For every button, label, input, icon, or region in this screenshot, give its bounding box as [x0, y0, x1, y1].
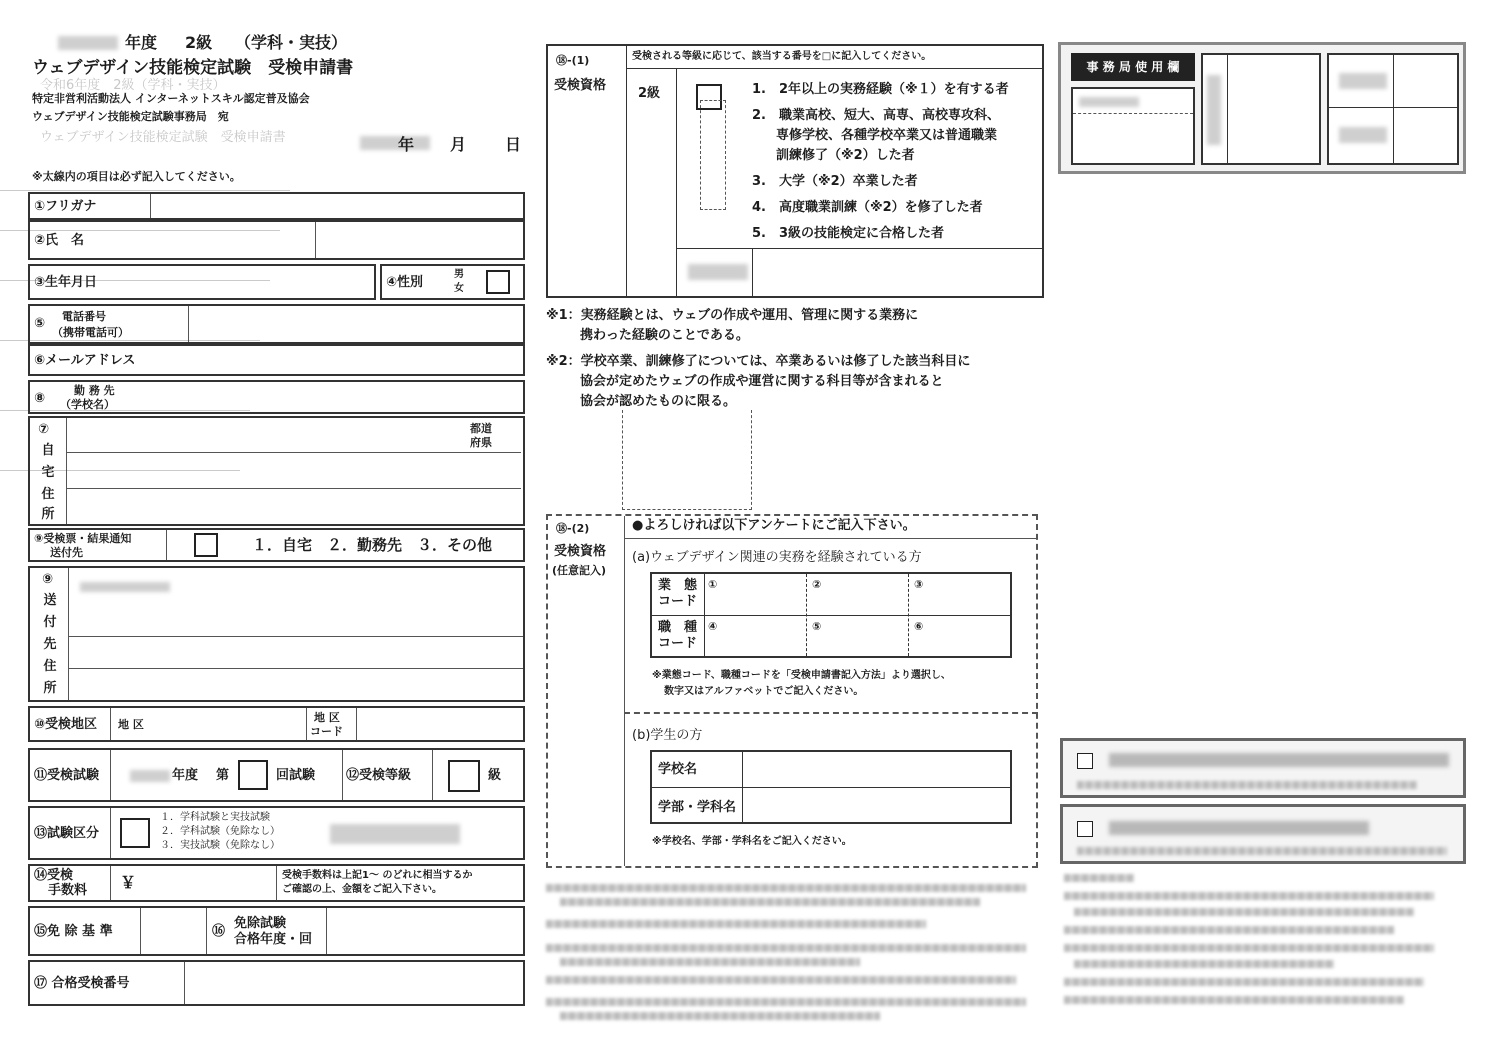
qual1-note-2b: 協会が定めたウェブの作成や運営に関する科目等が含まれると — [580, 374, 944, 389]
prefecture-label-2: 府県 — [470, 436, 492, 449]
qualification-1-block — [546, 44, 1044, 298]
qual1-note-1b: 携わった経験のことである。 — [580, 328, 749, 343]
industry-code-2: コード — [658, 594, 698, 609]
work-sub: （学校名） — [60, 398, 115, 411]
exam-type-opt-3: ３．実技試験（免除なし） — [160, 840, 280, 851]
copy-checkbox-1[interactable] — [1077, 753, 1093, 769]
grade-label: ⑫受検等級 — [346, 768, 412, 783]
fee-input[interactable] — [140, 866, 275, 900]
qual2-title: 受検資格 — [554, 544, 607, 559]
code-circle-3: ③ — [914, 578, 924, 591]
sendaddr-num: ⑨ — [42, 572, 54, 587]
home-address-input[interactable] — [68, 418, 468, 524]
pass-number-label: ⑰ 合格受検番号 — [34, 976, 130, 991]
job-code-2: コード — [658, 636, 698, 651]
grade-box[interactable] — [448, 760, 480, 792]
gender-row — [380, 264, 525, 300]
exempt-exam-2: 合格年度・回 — [234, 932, 313, 947]
furigana-row — [28, 192, 525, 220]
code-note-1: ※業態コード、職種コードを「受検申請書記入方法」より選択し、 — [652, 670, 951, 681]
pass-number-input[interactable] — [186, 962, 516, 1004]
qual1-note-2a: ※2：学校卒業、訓練修了については、卒業あるいは修了した該当科目に — [546, 354, 971, 369]
sendto-options: １．自宅 ２．勤務先 ３．その他 — [252, 536, 493, 554]
gender-female: 女 — [454, 283, 464, 294]
qual2-num: ⑱-(2) — [556, 522, 590, 535]
exam-round: 回試験 — [276, 768, 316, 783]
qual1-title: 受検資格 — [554, 78, 607, 93]
date-month: 月 — [450, 135, 467, 154]
furigana-input[interactable] — [152, 194, 522, 218]
home-num: ⑦ — [38, 422, 50, 437]
phone-input[interactable] — [190, 306, 520, 342]
qual1-item-1: 1. 2年以上の実務経験（※１）を有する者 — [752, 82, 1009, 97]
code-circle-6: ⑥ — [914, 620, 924, 633]
work-row — [28, 380, 525, 414]
qual1-instruction: 受検される等級に応じて、該当する番号を□に記入してください。 — [632, 51, 932, 62]
gender-label: ④性別 — [386, 275, 424, 290]
dept-input[interactable] — [744, 788, 1008, 822]
sendto-label-2: 送付先 — [50, 546, 83, 559]
qual1-grade: 2級 — [638, 86, 661, 101]
job-code-1: 職 種 — [658, 620, 698, 635]
ghost-bleed: 令和6年度 2級（学科・実技） — [40, 78, 226, 93]
required-note: ※太線内の項目は必ず記入してください。 — [32, 170, 241, 183]
fee-yen: ￥ — [120, 873, 137, 892]
name-label: ②氏 名 — [34, 233, 85, 248]
survey-intro: ●よろしければ以下アンケートにご記入下さい。 — [632, 518, 916, 533]
region-code-input[interactable] — [358, 708, 518, 740]
phone-sub: （携帯電話可） — [52, 326, 129, 339]
fee-label-1: ⑭受検 — [34, 868, 74, 883]
code-circle-4: ④ — [708, 620, 718, 633]
survey-divider — [624, 712, 1038, 714]
exam-type-opt-1: １．学科試験と実技試験 — [160, 812, 270, 823]
date-year: 年 — [398, 135, 415, 154]
prefecture-label-1: 都道 — [470, 422, 492, 435]
exam-dai: 第 — [216, 768, 230, 783]
date-era-redacted — [360, 136, 430, 150]
dept-label: 学部・学科名 — [658, 800, 737, 815]
region-code-2: コード — [310, 725, 343, 738]
code-table — [650, 572, 1012, 658]
birth-label: ③生年月日 — [34, 275, 98, 290]
school-table — [650, 750, 1012, 824]
region-area-label: 地 区 — [118, 718, 144, 731]
fee-note-1: 受検手数料は上記1～ のどれに相当するか — [282, 870, 473, 881]
exam-type-box[interactable] — [120, 818, 150, 848]
form-header — [30, 30, 530, 190]
name-input[interactable] — [152, 222, 522, 258]
sendto-checkbox[interactable] — [194, 533, 218, 557]
furigana-label: ①フリガナ — [34, 199, 97, 214]
home-char-1: 自 — [41, 443, 55, 458]
fee-row — [28, 864, 525, 902]
exam-type-label: ⑬試験区分 — [34, 826, 100, 841]
gender-male: 男 — [454, 269, 464, 280]
work-input[interactable] — [180, 382, 520, 412]
phone-num: ⑤ — [34, 316, 46, 331]
qual1-item-4: 4. 高度職業訓練（※2）を修了した者 — [752, 200, 983, 215]
exempt-label: ⑮免 除 基 準 — [34, 924, 113, 939]
home-char-3: 住 — [41, 487, 55, 502]
copy-panel-2 — [1060, 804, 1466, 864]
region-code-1: 地 区 — [314, 711, 340, 724]
form-title: ウェブデザイン技能検定試験 受検申請書 — [32, 58, 354, 78]
sendaddr-char-5: 所 — [43, 681, 57, 696]
exam-year: 年度 — [172, 768, 199, 783]
office-use-block — [1058, 42, 1466, 174]
sendaddr-char-2: 付 — [43, 615, 57, 630]
sendto-label-1: ⑨受検票・結果通知 — [34, 532, 132, 545]
region-label: ⑩受検地区 — [34, 717, 98, 732]
industry-code-input[interactable] — [706, 574, 1008, 614]
exempt-exam-num: ⑯ — [212, 924, 226, 939]
sendto-row — [28, 528, 525, 562]
school-note: ※学校名、学部・学科名をご記入ください。 — [652, 836, 852, 847]
work-num: ⑧ — [34, 391, 46, 406]
header-grade: 2級 — [185, 33, 213, 52]
school-input[interactable] — [744, 752, 1008, 786]
office-use-label: 事 務 局 使 用 欄 — [1071, 53, 1195, 81]
header-category: （学科・実技） — [235, 33, 348, 52]
qual1-notes — [546, 306, 1046, 416]
qual2-sub: (任意記入) — [552, 564, 607, 577]
name-row — [28, 220, 525, 260]
phone-row — [28, 304, 525, 344]
survey-b-label: (b)学生の方 — [632, 728, 703, 743]
work-label: 勤 務 先 — [74, 384, 115, 397]
exam-row — [28, 748, 525, 802]
job-code-input[interactable] — [706, 616, 1008, 656]
org-office: ウェブデザイン技能検定試験事務局 宛 — [32, 110, 229, 123]
sendaddr-char-3: 先 — [43, 637, 57, 652]
date-day: 日 — [505, 135, 522, 154]
org-name: 特定非営利活動法人 インターネットスキル認定普及協会 — [32, 92, 310, 105]
fee-note-2: ご確認の上、金額をご記入下さい。 — [282, 884, 442, 895]
qual1-note-2c: 協会が認めたものに限る。 — [580, 394, 737, 409]
header-year-suffix: 年度 — [125, 33, 158, 52]
dashed-guide-2 — [622, 410, 752, 510]
qual1-num: ⑱-(1) — [556, 54, 590, 67]
qual1-item-3: 3. 大学（※2）卒業した者 — [752, 174, 918, 189]
region-row — [28, 706, 525, 742]
exam-label: ⑪受検試験 — [34, 768, 100, 783]
exempt-exam-1: 免除試験 — [234, 916, 287, 931]
phone-label: 電話番号 — [62, 310, 106, 323]
sendaddr-char-1: 送 — [43, 593, 57, 608]
gender-checkbox[interactable] — [486, 270, 510, 294]
right-footer-redacted — [1064, 872, 1464, 1022]
exam-type-opt-2: ２．学科試験（免除なし） — [160, 826, 280, 837]
qual1-item-5: 5. 3級の技能検定に合格した者 — [752, 226, 945, 241]
birth-input[interactable] — [152, 266, 372, 298]
code-circle-1: ① — [708, 578, 718, 591]
qual1-note-1a: ※1：実務経験とは、ウェブの作成や運用、管理に関する業務に — [546, 308, 919, 323]
exempt-input[interactable] — [142, 908, 204, 954]
exempt-exam-input[interactable] — [328, 908, 518, 954]
year-redacted — [58, 36, 118, 50]
exam-type-row — [28, 806, 525, 860]
birth-row — [28, 264, 376, 300]
school-label: 学校名 — [658, 762, 698, 777]
email-input[interactable] — [190, 346, 520, 374]
copy-checkbox-2[interactable] — [1077, 821, 1093, 837]
survey-a-label: (a)ウェブデザイン関連の実務を経験されている方 — [632, 550, 922, 565]
sendto-address-block — [28, 566, 525, 702]
region-input[interactable] — [160, 708, 305, 740]
code-note-2: 数字又はアルファベットでご記入ください。 — [664, 686, 864, 697]
grade-unit: 級 — [488, 768, 502, 783]
dashed-guide — [700, 100, 726, 210]
qual1-item-2: 2. 職業高校、短大、高専、高校専攻科、 — [752, 108, 1000, 123]
exempt-row — [28, 906, 525, 956]
ghost-bleed-2: ウェブデザイン技能検定試験 受検申請書 — [40, 130, 286, 145]
fee-label-2: 手数料 — [48, 883, 88, 898]
mid-footer-redacted — [546, 876, 1036, 1026]
exam-round-box[interactable] — [238, 760, 268, 790]
home-char-4: 所 — [41, 507, 55, 522]
pass-number-row — [28, 960, 525, 1006]
qual1-item-2c: 訓練修了（※2）した者 — [776, 148, 915, 163]
copy-panel-1 — [1060, 738, 1466, 798]
qual1-item-2b: 専修学校、各種学校卒業又は普通職業 — [776, 128, 998, 143]
industry-code-1: 業 態 — [658, 578, 698, 593]
sendto-address-input[interactable] — [70, 568, 520, 700]
sendaddr-char-4: 住 — [43, 659, 57, 674]
home-address-block — [28, 416, 525, 526]
email-row — [28, 344, 525, 376]
code-circle-2: ② — [812, 578, 822, 591]
code-circle-5: ⑤ — [812, 620, 822, 633]
email-label: ⑥メールアドレス — [34, 353, 136, 368]
home-char-2: 宅 — [41, 465, 55, 480]
